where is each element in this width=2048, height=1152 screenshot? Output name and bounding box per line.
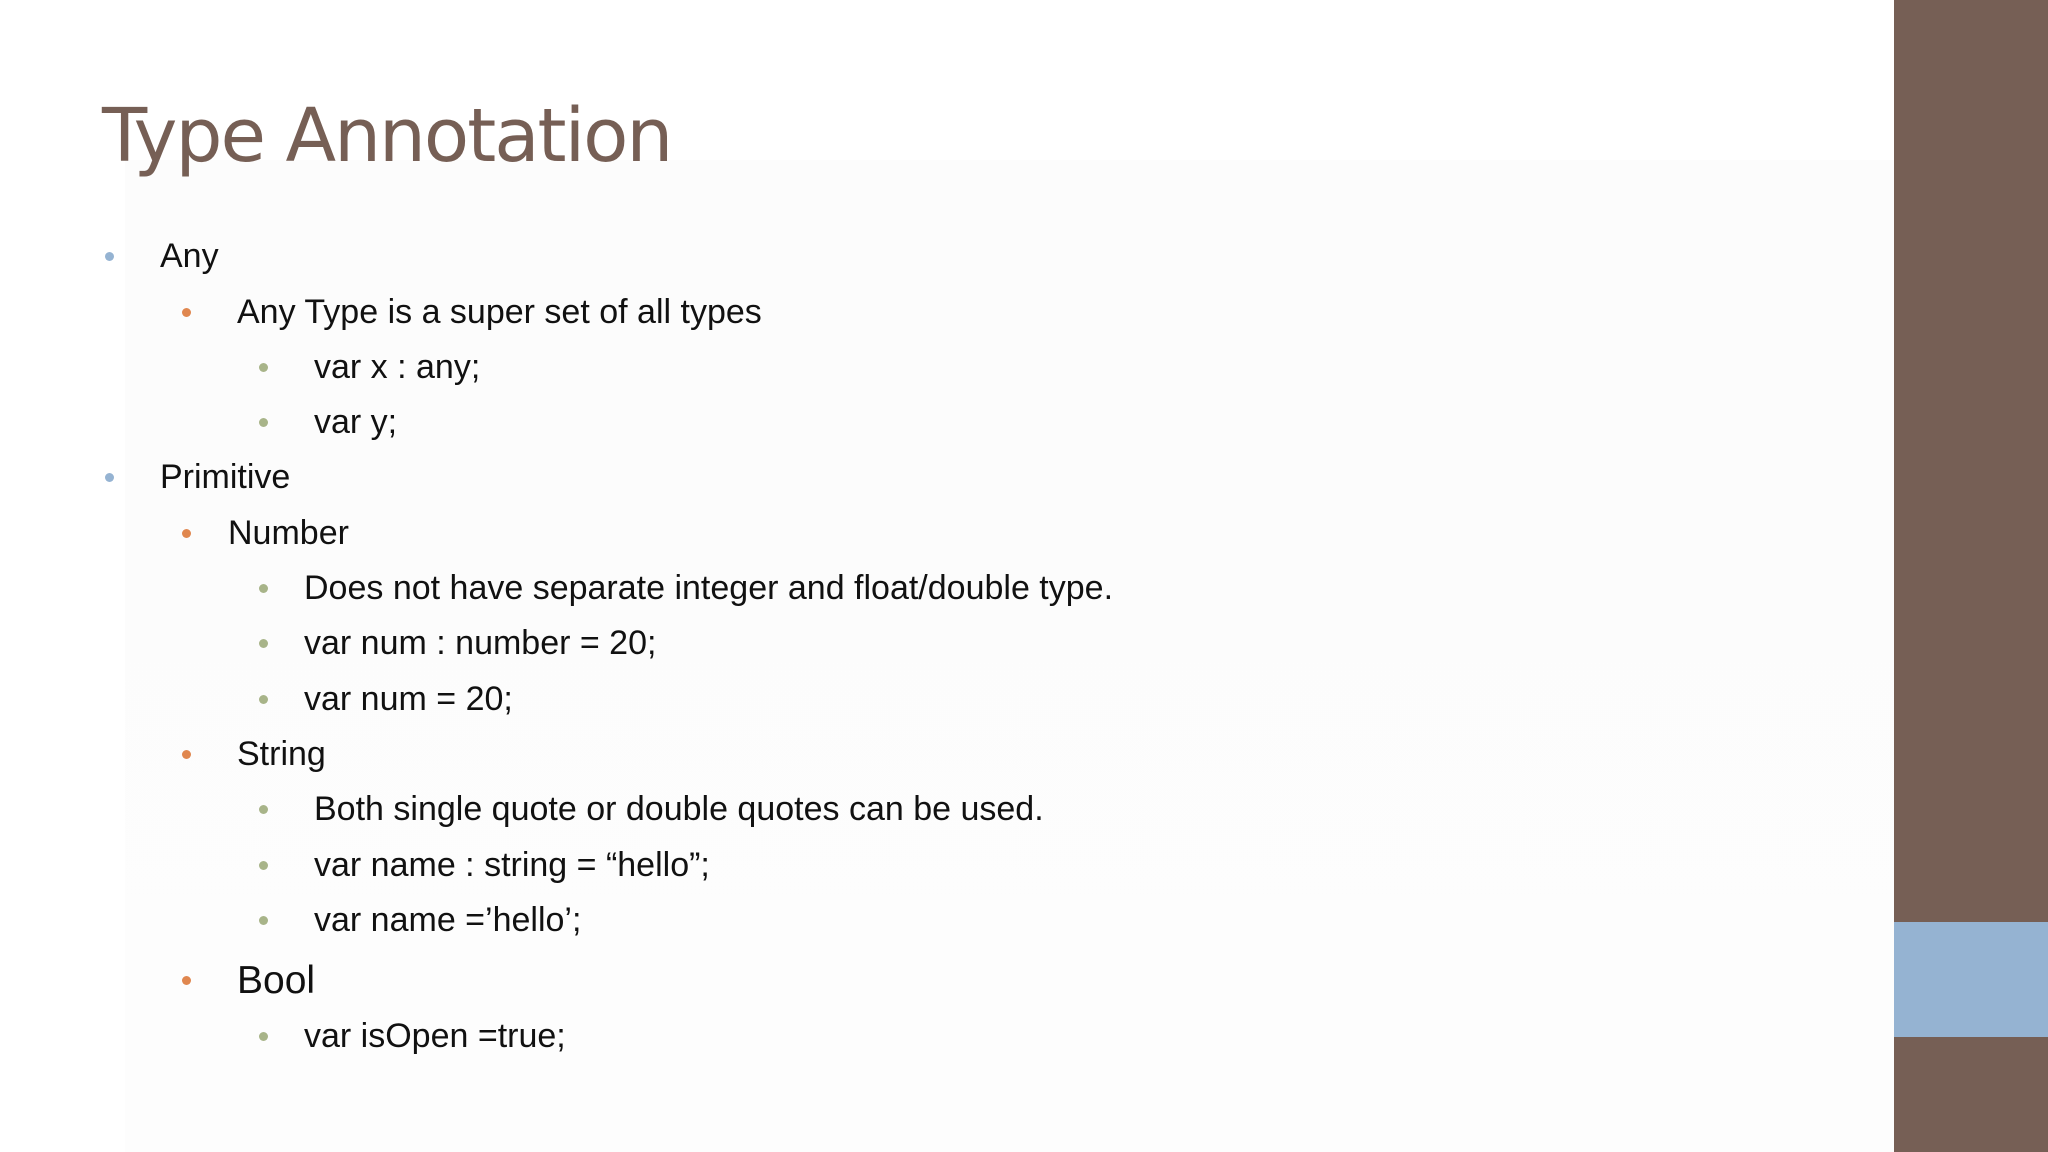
bullet-level2-icon [182, 308, 191, 317]
bullet-item-string [0, 732, 1800, 776]
bullet-item-bool [0, 956, 1800, 1006]
bullet-text: String [237, 735, 326, 773]
bullet-level3-icon [259, 861, 268, 870]
bullet-item-bool-example [0, 1014, 1800, 1058]
bullet-text: var name =’hello’; [314, 901, 582, 939]
bullet-text: var num = 20; [304, 680, 513, 718]
bullet-text: Bool [237, 959, 316, 1002]
bullet-text: Number [228, 514, 349, 552]
bullet-level2-icon [182, 529, 191, 538]
bullet-text: var x : any; [314, 348, 481, 386]
bullet-text: var isOpen =true; [304, 1017, 566, 1055]
bullet-item-any-example2 [0, 400, 1800, 444]
bullet-level3-icon [259, 695, 268, 704]
bullet-level3-icon [259, 418, 268, 427]
bullet-item-any-desc [0, 290, 1800, 334]
bullet-item-number-example1 [0, 621, 1800, 665]
bullet-text: Primitive [160, 458, 291, 496]
bullet-level3-icon [259, 1032, 268, 1041]
bullet-item-number [0, 511, 1800, 555]
bullet-text: var name : string = “hello”; [314, 846, 710, 884]
bullet-item-number-desc [0, 566, 1800, 610]
bullet-level2-icon [182, 750, 191, 759]
bullet-text: var y; [314, 403, 398, 441]
bullet-text: Any Type is a super set of all types [237, 293, 762, 331]
bullet-level3-icon [259, 805, 268, 814]
bullet-level1-icon [105, 473, 114, 482]
bullet-level3-icon [259, 916, 268, 925]
bullet-item-string-example2 [0, 898, 1800, 942]
bullet-text: Both single quote or double quotes can be used. [314, 790, 1044, 828]
slide-title: Type Annotation [102, 93, 672, 179]
bullet-level2-icon [182, 976, 191, 985]
bullet-item-any [0, 234, 1800, 278]
bullet-text: Does not have separate integer and float/double type. [304, 569, 1114, 607]
bullet-level3-icon [259, 639, 268, 648]
bullet-item-string-desc [0, 787, 1800, 831]
bullet-level3-icon [259, 584, 268, 593]
side-accent-block [1894, 922, 2048, 1037]
bullet-item-primitive [0, 455, 1800, 499]
bullet-level1-icon [105, 252, 114, 261]
bullet-item-string-example1 [0, 843, 1800, 887]
bullet-item-number-example2 [0, 677, 1800, 721]
bullet-level3-icon [259, 363, 268, 372]
bullet-item-any-example1 [0, 345, 1800, 389]
bullet-text: Any [160, 237, 219, 275]
bullet-text: var num : number = 20; [304, 624, 657, 662]
